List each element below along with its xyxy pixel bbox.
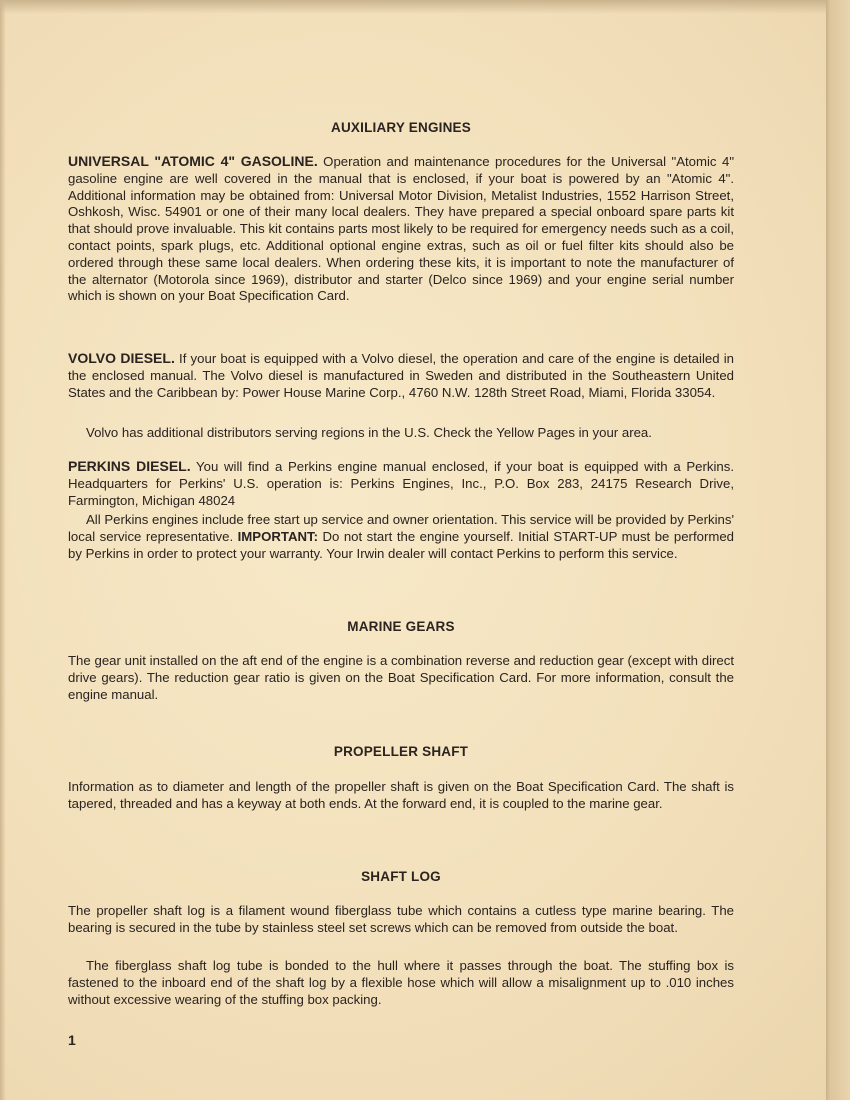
paragraph-propeller-shaft: Information as to diameter and length of the propeller shaft is given on the Boat Specification Card. The shaft is tapered, threaded and has a keyway at both ends. At the forward end, it is coupled to the marine gear. <box>68 779 734 811</box>
paragraph-volvo-2: Volvo has additional distributors serving regions in the U.S. Check the Yellow Pages in your area. <box>86 425 652 440</box>
page-top-shadow <box>0 0 850 14</box>
text-volvo: If your boat is equipped with a Volvo diesel, the operation and care of the engine is detailed in the enclosed manual. The Volvo diesel is manufactured in Sweden and distributed in the Southeastern United States and the Caribbean by: Power House Marine Corp., 4760 N.W. 128th Street Road, Miami, Florida 33054. <box>68 351 734 400</box>
paragraph-shaft-log: The propeller shaft log is a filament wound fiberglass tube which contains a cutless type marine bearing. The bearing is secured in the tube by stainless steel set screws which can be removed from outside the boat. <box>68 903 734 935</box>
text-perkins-2a: All Perkins engines include free start up service and owner orientation. This service will be provided by Perkins' local service representative. <box>68 512 734 544</box>
page-left-edge <box>0 0 6 1100</box>
paragraph-perkins <box>68 458 734 509</box>
text-perkins: You will find a Perkins engine manual enclosed, if your boat is equipped with a Perkins. Headquarters for Perkins' U.S. operation is: Perkins Engines, Inc., P.O. Box 283, 24175 Research Drive, Farmington, Michigan 48024 <box>68 459 734 508</box>
paragraph-perkins-2 <box>68 512 734 562</box>
lead-universal: UNIVERSAL "ATOMIC 4" GASOLINE. <box>68 153 318 169</box>
paragraph-universal <box>68 153 734 305</box>
text-perkins-2b: Do not start the engine yourself. Initial START-UP must be performed by Perkins in order to protect your warranty. Your Irwin dealer will contact Perkins to perform this service. <box>68 528 734 561</box>
page-number: 1 <box>68 1032 76 1048</box>
lead-volvo: VOLVO DIESEL. <box>68 350 175 366</box>
text-universal: Operation and maintenance procedures for the Universal "Atomic 4" gasoline engine are well covered in the manual that is enclosed, if your boat is powered by an "Atomic 4". Additional information may be obtained from: Universal Motor Division, Metalist Industries, 1552 Harrison Street, Oshkosh, Wisc. 54901 or one of their many local dealers. They have prepared a special onboard spare parts kit that should prove invaluable. This kit contains parts most likely to be required for emergency needs such as a coil, contact points, spark plugs, etc. Additional optional engine extras, such as oil or fuel filter kits should also be ordered through these same local dealers. When ordering these kits, it is important to note the manufacturer of the alternator (Motorola since 1969), distributor and starter (Delco since 1969) and your engine serial number which is shown on your Boat Specification Card. <box>68 154 734 304</box>
paragraph-shaft-log-2: The fiberglass shaft log tube is bonded to the hull where it passes through the boat. The stuffing box is fastened to the inboard end of the shaft log by a flexible hose which will allow a misalignment up to .010 inches without excessive wearing of the stuffing box packing. <box>68 958 734 1007</box>
page-right-edge <box>826 0 850 1100</box>
paragraph-marine-gears: The gear unit installed on the aft end of the engine is a combination reverse and reduction gear (except with direct drive gears). The reduction gear ratio is given on the Boat Specification Card. For more information, consult the engine manual. <box>68 653 734 702</box>
paragraph-volvo <box>68 350 734 401</box>
lead-perkins: PERKINS DIESEL. <box>68 458 191 474</box>
heading-shaft-log: SHAFT LOG <box>361 869 441 884</box>
heading-auxiliary-engines: AUXILIARY ENGINES <box>331 120 471 135</box>
heading-propeller-shaft: PROPELLER SHAFT <box>333 744 469 759</box>
heading-marine-gears: MARINE GEARS <box>347 619 455 634</box>
important-label: IMPORTANT: <box>237 528 318 544</box>
